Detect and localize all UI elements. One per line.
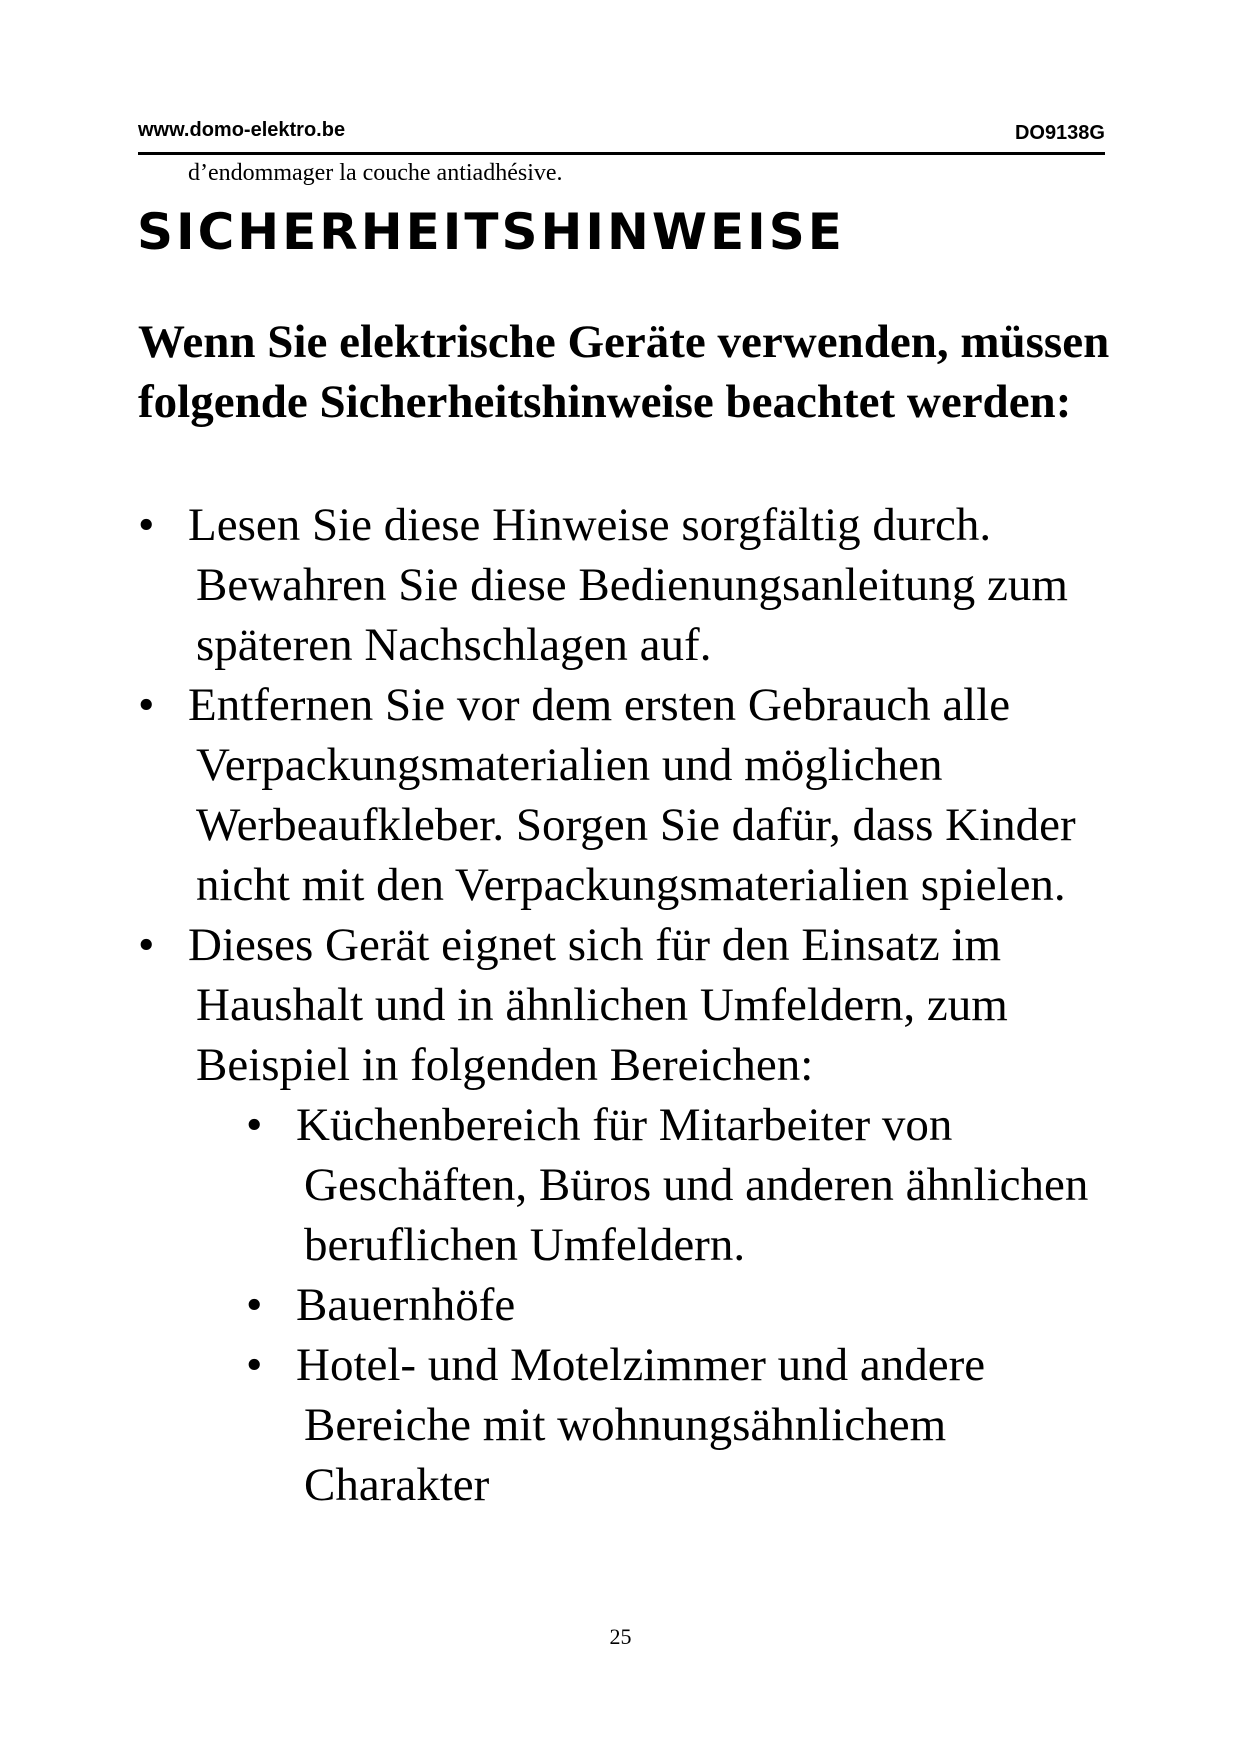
sublist-item [246, 1275, 1128, 1335]
page-number: 25 [609, 1624, 632, 1649]
sublist-item-text: Küchenbereich für Mitarbeiter von Geschäften, Büros und anderen ähnlichen beruflichen Umfeldern. [296, 1099, 1089, 1271]
sublist-item [246, 1335, 1128, 1515]
bullet-icon: • [246, 1339, 263, 1391]
list-item [138, 915, 1128, 1515]
section-intro: Wenn Sie elektrische Geräte verwenden, müssen folgende Sicherheitshinweise beachtet werden: [138, 316, 1110, 428]
list-item-text: Lesen Sie diese Hinweise sorgfältig durch. Bewahren Sie diese Bedienungsanleitung zum späteren Nachschlagen auf. [188, 499, 1068, 671]
bullet-icon: • [138, 679, 155, 731]
sublist-item-text: Bauernhöfe [296, 1279, 516, 1331]
bullet-icon: • [246, 1279, 263, 1331]
model-number: DO9138G [1014, 122, 1105, 144]
page-header [138, 118, 1105, 155]
usage-areas-sublist [188, 1095, 1128, 1515]
website-url[interactable]: www.domo-elektro.be [138, 119, 346, 141]
sublist-item-text: Hotel- und Motelzimmer und andere Bereiche mit wohnungsähnlichem Charakter [296, 1339, 986, 1511]
list-item-text: Dieses Gerät eignet sich für den Einsatz im Haushalt und in ähnlichen Umfeldern, zum Beispiel in folgenden Bereichen: [188, 919, 1008, 1091]
list-item-text: Entfernen Sie vor dem ersten Gebrauch alle Verpackungsmaterialien und möglichen Werbeaufkleber. Sorgen Sie dafür, dass Kinder nicht mit den Verpackungsmaterialien spielen. [188, 679, 1076, 911]
bullet-icon: • [138, 919, 155, 971]
list-item [138, 675, 1128, 915]
list-item [138, 495, 1128, 675]
previous-page-continuation: d’endommager la couche antiadhésive. [188, 160, 563, 186]
bullet-icon: • [246, 1099, 263, 1151]
bullet-icon: • [138, 499, 155, 551]
safety-instructions-list [138, 495, 1128, 1515]
sublist-item [246, 1095, 1128, 1275]
section-title: SICHERHEITSHINWEISE [137, 203, 845, 261]
